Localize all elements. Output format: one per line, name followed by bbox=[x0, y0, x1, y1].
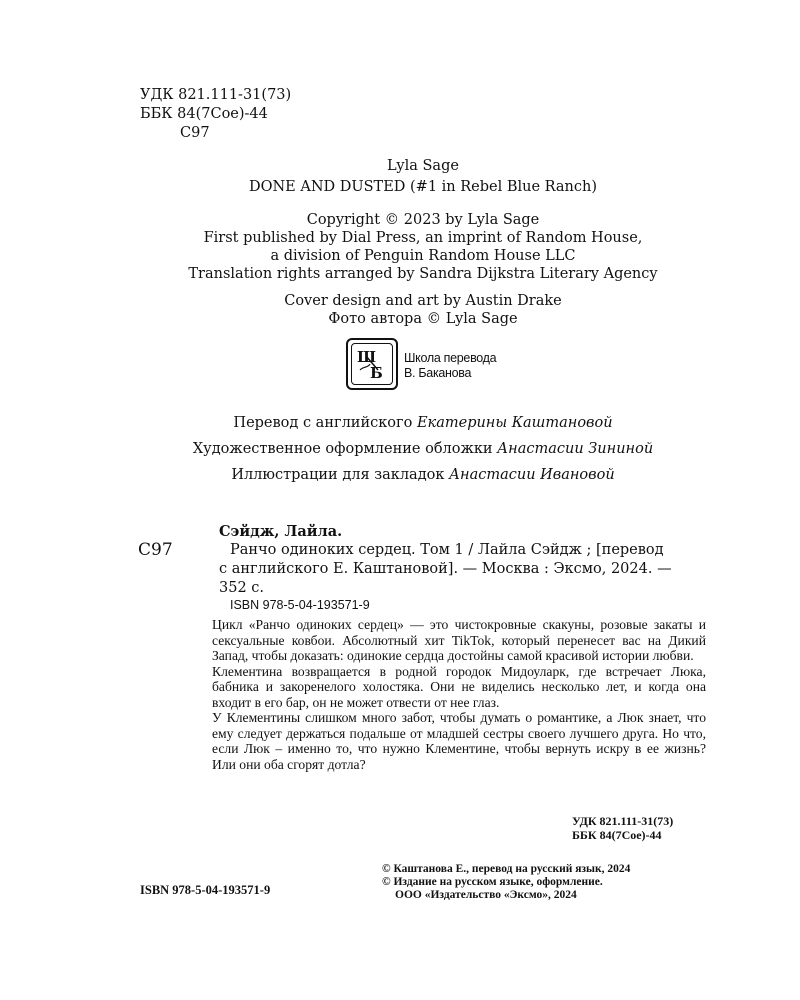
cover-credits bbox=[0, 292, 800, 328]
footer-line: ООО «Издательство «Эксмо», 2024 bbox=[395, 889, 577, 901]
footer-line: © Издание на русском языке, оформление. bbox=[382, 876, 603, 888]
credit-label: Перевод с английского bbox=[233, 415, 417, 431]
description-paragraph: Клементина возвращается в родной городок Мидоуларк, где встречает Люка, бабника и закоренелого холостяка. Они не виделись несколько лет, и когда она входит в его бар, он не может отвести от нее глаз. bbox=[212, 663, 706, 710]
credit-name: Анастасии Ивановой bbox=[449, 467, 615, 483]
original-author: Lyla Sage bbox=[387, 158, 459, 174]
author-mark: С97 bbox=[180, 125, 210, 141]
copyright-line: a division of Penguin Random House LLC bbox=[270, 248, 576, 264]
svg-text:Б: Б bbox=[370, 364, 383, 382]
udk-code: УДК 821.111-31(73) bbox=[140, 87, 292, 103]
card-description bbox=[212, 617, 706, 772]
illustrations-credit bbox=[0, 466, 800, 484]
logo-line: В. Баканова bbox=[404, 366, 472, 380]
credit-label: Иллюстрации для закладок bbox=[231, 467, 450, 483]
translator-credit bbox=[0, 414, 800, 432]
card-line: Ранчо одиноких сердец. Том 1 / Лайла Сэйдж ; [перевод bbox=[230, 542, 664, 558]
card-author-heading: Сэйдж, Лайла. bbox=[219, 523, 343, 540]
card-author-mark: С97 bbox=[138, 540, 173, 560]
credit-name: Анастасии Зининой bbox=[497, 441, 654, 457]
copyright-line: First published by Dial Press, an imprint of Random House, bbox=[203, 230, 643, 246]
credit-label: Художественное оформление обложки bbox=[192, 441, 498, 457]
card-line: с английского Е. Каштановой]. — Москва : Эксмо, 2024. — bbox=[219, 561, 672, 577]
copyright-line: Translation rights arranged by Sandra Dijkstra Literary Agency bbox=[188, 266, 658, 282]
credit-name: Екатерины Каштановой bbox=[416, 415, 613, 431]
footer-copyright bbox=[382, 863, 630, 902]
logo-caption bbox=[404, 351, 496, 381]
cover-line: Cover design and art by Austin Drake bbox=[284, 293, 562, 309]
cover-line: Фото автора © Lyla Sage bbox=[328, 311, 518, 327]
description-paragraph: Цикл «Ранчо одиноких сердец» — это чистокровные скакуны, розовые закаты и сексуальные ковбои. Абсолютный хит TikTok, который перенесет вас на Дикий Запад, чтобы доказать: одинокие сердца достойны самой красивой истории любви. bbox=[212, 617, 706, 663]
bbk-code: ББК 84(7Сое)-44 bbox=[140, 106, 268, 122]
svg-text:Ш: Ш bbox=[357, 348, 377, 366]
description-paragraph: У Клементины слишком много забот, чтобы думать о романтике, а Люк знает, что ему следует держаться подальше от младшей сестры своего лучшего друга. Но что, если Люк – именно то, что нужно Клементине, чтобы вернуть искру в ее жизнь? Или они оба сгорят дотла? bbox=[212, 710, 706, 772]
logo-line: Школа перевода bbox=[404, 351, 497, 365]
copyright-line: Copyright © 2023 by Lyla Sage bbox=[306, 212, 540, 228]
original-title: DONE AND DUSTED (#1 in Rebel Blue Ranch) bbox=[248, 179, 598, 195]
copyright-block bbox=[0, 211, 800, 283]
footer-isbn: ISBN 978-5-04-193571-9 bbox=[140, 883, 271, 897]
card-bbk: ББК 84(7Сое)-44 bbox=[572, 828, 662, 842]
cover-design-credit bbox=[0, 440, 800, 458]
school-logo-icon bbox=[346, 338, 398, 390]
card-isbn: ISBN 978-5-04-193571-9 bbox=[230, 598, 370, 612]
card-udk: УДК 821.111-31(73) bbox=[572, 814, 674, 828]
card-line: 352 с. bbox=[219, 580, 265, 596]
footer-line: © Каштанова Е., перевод на русский язык, 2024 bbox=[382, 863, 631, 875]
